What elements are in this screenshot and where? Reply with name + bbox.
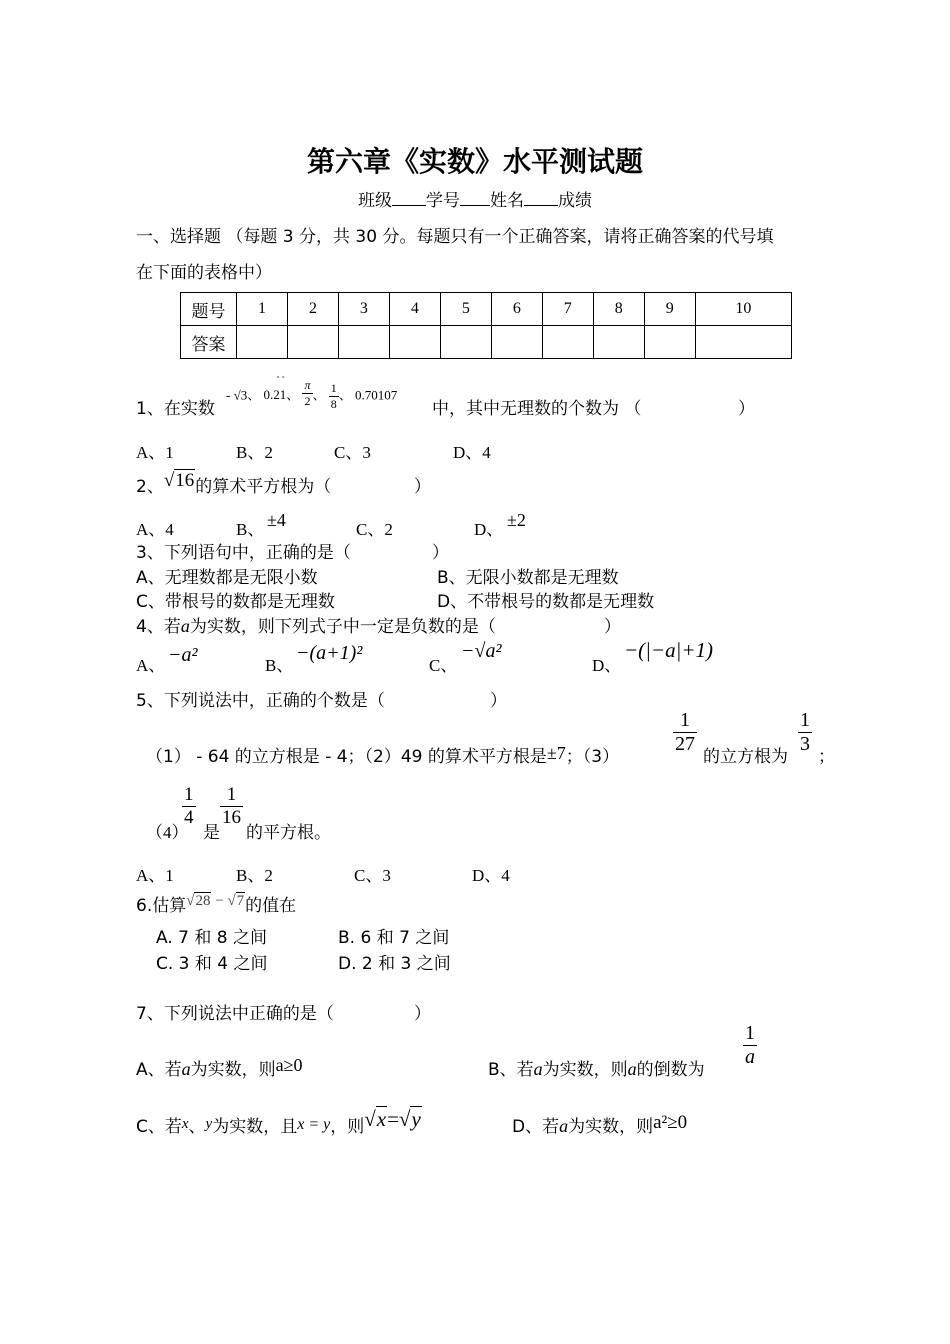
q7-c-text1: C、若 <box>136 1117 182 1137</box>
row-label-answer: 答案 <box>181 326 237 359</box>
q1-repeating-decimal: ˚ ˚ 0.21 <box>263 375 287 403</box>
q5-option-a: A、1 <box>136 866 174 885</box>
answer-cell[interactable] <box>644 326 695 359</box>
answer-cell[interactable] <box>338 326 389 359</box>
q6-option-a: A. 7 和 8 之间 <box>156 928 267 948</box>
question-number-cell: 2 <box>287 293 338 326</box>
q5-stem: 5、下列说法中，正确的个数是（ <box>136 691 385 711</box>
q7-c-eq: = <box>387 1107 399 1131</box>
question-number-cell: 5 <box>440 293 491 326</box>
question-number-cell: 4 <box>389 293 440 326</box>
q1-number-list <box>226 375 398 412</box>
q5-s4: ； <box>818 747 835 767</box>
q5-s2: ；（3） <box>565 747 620 767</box>
name-blank[interactable] <box>524 205 558 206</box>
q7-c-expr: x = y <box>297 1116 331 1133</box>
q7-option-d <box>512 1112 687 1138</box>
answer-table-number-row <box>181 293 792 326</box>
q6-sqrt-expression: √28 − √7 <box>186 893 245 909</box>
q4-option-b-label: B、 <box>265 656 294 675</box>
q7-c-y: y <box>205 1116 213 1132</box>
q1-sep: 、 <box>312 387 326 403</box>
answer-cell[interactable] <box>237 326 288 359</box>
question-number-cell: 1 <box>237 293 288 326</box>
q5-statement-1-2 <box>146 742 619 767</box>
q3-option-a: A、无理数都是无限小数 <box>136 568 318 588</box>
q4-stem-b: 为实数，则下列式子中一定是负数的是（ <box>189 617 496 637</box>
q3-stem: 3、下列语句中，正确的是（ <box>136 543 351 563</box>
q1-decimal: 、 0.70107 <box>338 387 398 403</box>
q2-option-d-value: ±2 <box>507 510 526 530</box>
q1-pi-over-2: $\frac{\pi}{2}$ <box>304 378 311 408</box>
question-number-cell: 9 <box>644 293 695 326</box>
q4-option-d-label: D、 <box>592 656 622 675</box>
q3-close: ） <box>432 543 449 563</box>
score-label: 成绩 <box>558 191 592 211</box>
q4-close: ） <box>604 617 621 637</box>
q4-option-b-expr: −(a+1)² <box>296 642 363 664</box>
q5-option-c: C、3 <box>354 866 391 885</box>
q7-b-var2: a <box>627 1059 637 1079</box>
answer-cell[interactable] <box>389 326 440 359</box>
q7-option-c <box>136 1107 422 1138</box>
q7-b-text1: B、若 <box>488 1060 534 1080</box>
q4-stem-a: 4、若 <box>136 617 181 637</box>
q2-option-c: C、2 <box>356 520 393 539</box>
q3-option-c: C、带根号的数都是无理数 <box>136 592 335 612</box>
q7-c-sqrt-y: √y <box>398 1107 421 1131</box>
q7-close: ） <box>414 1004 431 1024</box>
q6-option-c: C. 3 和 4 之间 <box>156 954 268 974</box>
q5-s7: 的平方根。 <box>246 823 331 843</box>
q2-prefix: 2、 <box>136 477 164 497</box>
q5-option-d: D、4 <box>472 866 510 885</box>
q4-option-a-label: A、 <box>136 656 166 675</box>
q2-sqrt-16: √16 <box>163 470 195 491</box>
q7-d-var: a <box>559 1116 569 1136</box>
q5-option-b: B、2 <box>236 866 273 885</box>
q7-b-fraction: $\frac{1}{a}$ <box>745 1022 755 1068</box>
class-label: 班级 <box>358 191 392 211</box>
q7-c-text3: ，则 <box>330 1117 365 1137</box>
q6-prefix: 6.估算 <box>136 896 187 916</box>
q1-close: ） <box>738 399 755 419</box>
q1-option-c: C、3 <box>334 443 371 462</box>
question-number-cell: 8 <box>593 293 644 326</box>
q1-option-d: D、4 <box>453 443 491 462</box>
q4-option-c-expr: −√a² <box>461 640 502 662</box>
q4-var-a: a <box>180 616 190 636</box>
q7-d-expr: a²≥0 <box>653 1112 688 1133</box>
q6-option-d: D. 2 和 3 之间 <box>338 954 451 974</box>
q6-suffix: 的值在 <box>245 896 297 916</box>
q6-option-b: B. 6 和 7 之间 <box>338 928 450 948</box>
q1-option-b: B、2 <box>236 443 273 462</box>
answer-cell[interactable] <box>440 326 491 359</box>
q7-b-text2: 为实数，则 <box>542 1060 628 1080</box>
q7-c-x: x <box>181 1116 189 1132</box>
answer-cell[interactable] <box>287 326 338 359</box>
name-label: 姓名 <box>490 191 524 211</box>
q7-a-expr: a≥0 <box>275 1055 303 1075</box>
question-number-cell: 3 <box>338 293 389 326</box>
answer-table <box>180 292 792 359</box>
repeat-dots: ˚ ˚ <box>276 375 285 386</box>
q1-one-eighth: $\frac{1}{8}$ <box>330 381 337 411</box>
id-blank[interactable] <box>460 205 490 206</box>
q5-s5: （4） <box>146 823 189 842</box>
answer-cell[interactable] <box>542 326 593 359</box>
q4-stem <box>136 612 496 637</box>
q4-option-d-expr: −(|−a|+1) <box>624 638 714 662</box>
question-number-cell: 10 <box>695 293 791 326</box>
q7-stem: 7、下列说法中正确的是（ <box>136 1004 334 1024</box>
q1-option-a: A、1 <box>136 443 174 462</box>
q6-stem <box>136 891 296 916</box>
q5-fraction-1-4: $\frac{1}{4}$ <box>184 784 194 828</box>
q5-close: ） <box>490 691 507 711</box>
q7-b-text3: 的倒数为 <box>636 1060 705 1080</box>
q1-prefix: 1、在实数 <box>136 399 215 419</box>
q5-pm7: ±7 <box>546 743 566 763</box>
q2-close: ） <box>414 477 431 497</box>
q7-a-text2: 为实数，则 <box>190 1060 276 1080</box>
q7-d-text1: D、若 <box>512 1117 560 1137</box>
q1-suffix: 中，其中无理数的个数为 （ <box>432 399 642 419</box>
q7-b-var: a <box>533 1059 543 1079</box>
id-label: 学号 <box>426 191 460 211</box>
q7-c-text2: 为实数，且 <box>212 1117 298 1137</box>
q7-a-text1: A、若 <box>136 1060 182 1080</box>
q2-option-d-label: D、 <box>474 520 504 539</box>
answer-cell[interactable] <box>491 326 542 359</box>
q7-c-sep: 、 <box>188 1117 206 1137</box>
q7-option-b <box>488 1055 705 1080</box>
section1-heading-line1: 一、选择题 （每题 3 分，共 30 分。每题只有一个正确答案，请将正确答案的代号填 <box>136 227 774 247</box>
q5-fraction-1-3: $\frac{1}{3}$ <box>800 709 810 755</box>
answer-cell[interactable] <box>593 326 644 359</box>
row-label-number: 题号 <box>181 293 237 326</box>
q5-fraction-1-27: $\frac{1}{27}$ <box>675 709 695 755</box>
q7-c-sqrt-x: √x <box>364 1107 387 1131</box>
answer-table-answer-row <box>181 326 792 359</box>
question-number-cell: 6 <box>491 293 542 326</box>
section1-heading-line2: 在下面的表格中） <box>136 263 272 283</box>
q3-option-b: B、无限小数都是无理数 <box>437 568 619 588</box>
q2-option-a: A、4 <box>136 520 174 539</box>
class-blank[interactable] <box>392 205 426 206</box>
q2-option-b-value: ±4 <box>267 510 286 530</box>
answer-cell[interactable] <box>695 326 791 359</box>
q5-s1: （1） - 64 的立方根是 - 4；（2）49 的算术平方根是 <box>146 747 547 767</box>
q7-d-text2: 为实数，则 <box>568 1117 654 1137</box>
q5-fraction-1-16: $\frac{1}{16}$ <box>222 784 241 828</box>
q2-stem <box>136 472 331 498</box>
q5-s6: 是 <box>203 823 220 843</box>
q5-s3: 的立方根为 <box>703 747 788 767</box>
q2-option-b-label: B、 <box>236 520 265 539</box>
q1-neg-root3: - √3、 <box>226 387 261 403</box>
student-info-line <box>0 186 950 211</box>
q7-option-a <box>136 1055 303 1080</box>
q1-sep: 、 <box>286 387 300 403</box>
page-title: 第六章《实数》水平测试题 <box>306 145 643 178</box>
q2-suffix: 的算术平方根为（ <box>195 477 332 497</box>
q4-option-a-expr: −a² <box>168 644 198 666</box>
q7-a-var: a <box>181 1059 191 1079</box>
q4-option-c-label: C、 <box>429 656 458 675</box>
q3-option-d: D、不带根号的数都是无理数 <box>437 592 655 612</box>
question-number-cell: 7 <box>542 293 593 326</box>
